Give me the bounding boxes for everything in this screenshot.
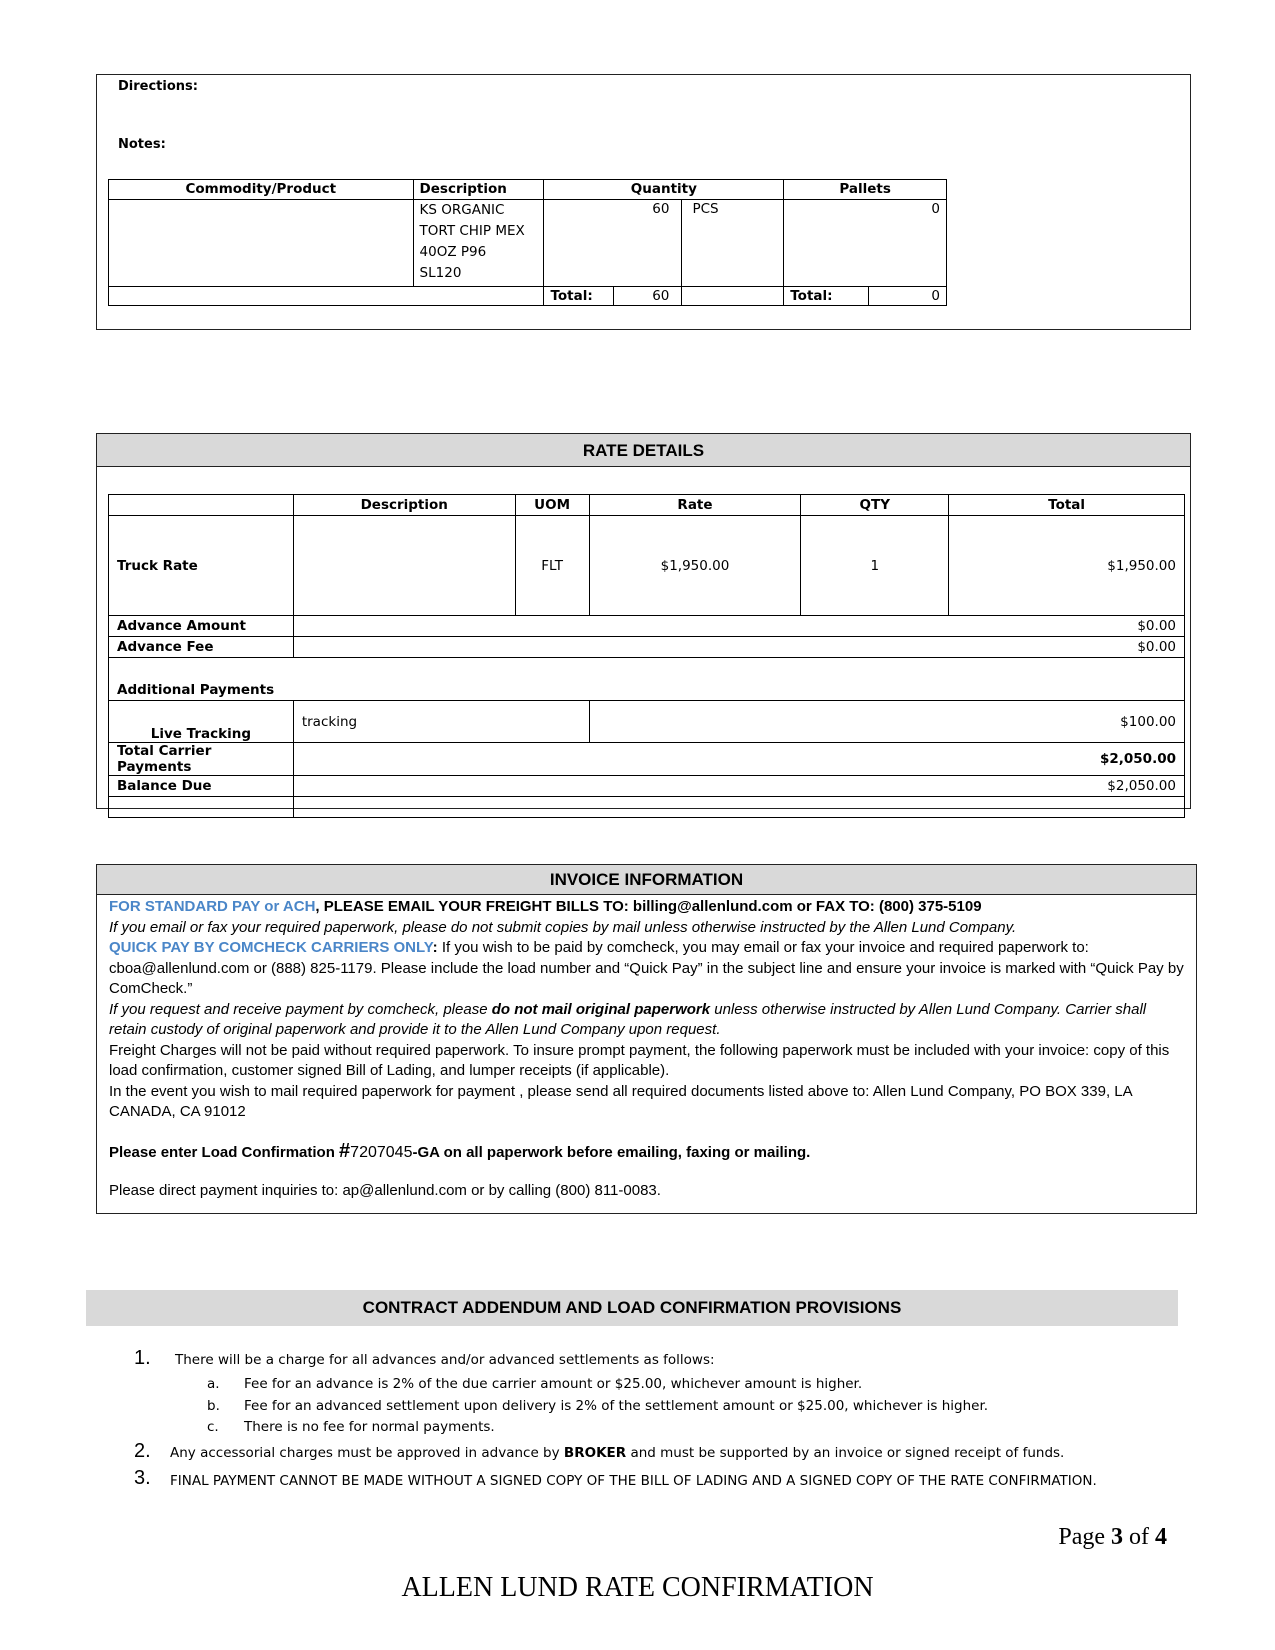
- provision-1c-text: There is no fee for normal payments.: [244, 1419, 495, 1435]
- standard-pay-heading: FOR STANDARD PAY or ACH: [109, 898, 316, 915]
- table-header-row: [109, 180, 947, 200]
- rate-details-title: RATE DETAILS: [97, 434, 1190, 467]
- pallets-total-label: Total:: [784, 287, 869, 306]
- standard-pay-paragraph: FOR STANDARD PAY or ACH, PLEASE EMAIL YOUR FREIGHT BILLS TO: billing@allenlund.com or FAX TO: (800) 375-5109: [109, 898, 982, 915]
- truck-rate-total: $1,950.00: [949, 516, 1185, 616]
- truck-rate-label: Truck Rate: [109, 516, 294, 616]
- advance-fee-row: [109, 637, 1185, 658]
- footer-title: ALLEN LUND RATE CONFIRMATION: [401, 1572, 874, 1603]
- commodity-table: [108, 179, 947, 306]
- notes-label: Notes:: [118, 137, 166, 152]
- invoice-information-title: INVOICE INFORMATION: [97, 865, 1196, 895]
- mail-address-paragraph: In the event you wish to mail required paperwork for payment , please send all required documents listed above to: Allen Lund Company, PO BOX 339, LA CANADA, CA 91012: [109, 1082, 1132, 1120]
- total-carrier-value: $2,050.00: [293, 743, 1184, 776]
- rate-header-row: [109, 495, 1185, 516]
- provision-number: 1.: [134, 1347, 151, 1369]
- quantity-cell: [544, 200, 784, 287]
- rate-details-box: [96, 433, 1191, 809]
- balance-due-value: $2,050.00: [293, 776, 1184, 797]
- truck-rate-qty: 1: [801, 516, 949, 616]
- live-tracking-row: [109, 701, 1185, 743]
- balance-due-row: [109, 776, 1185, 797]
- qty-total-value: 60: [614, 287, 682, 305]
- table-row: [109, 200, 947, 287]
- pallets-total-value: 0: [869, 287, 947, 306]
- col-header-commodity: Commodity/Product: [109, 180, 414, 200]
- provision-3-text: FINAL PAYMENT CANNOT BE MADE WITHOUT A SIGNED COPY OF THE BILL OF LADING AND A SIGNED COPY OF THE RATE CONFIRMATION.: [170, 1473, 1097, 1489]
- col-header-description: Description: [413, 180, 544, 200]
- rate-table: [108, 494, 1185, 818]
- provision-2-text: Any accessorial charges must be approved in advance by BROKER and must be supported by an invoice or signed receipt of funds.: [170, 1445, 1065, 1461]
- invoice-information-box: [96, 864, 1197, 1214]
- advance-amount-row: [109, 616, 1185, 637]
- live-tracking-label: Live Tracking: [109, 701, 294, 743]
- provision-1-text: There will be a charge for all advances and/or advanced settlements as follows:: [175, 1352, 715, 1368]
- description-cell: [413, 200, 544, 287]
- load-confirmation-number: 7207045: [350, 1143, 413, 1161]
- truck-rate-rate: $1,950.00: [589, 516, 801, 616]
- advance-amount-value: $0.00: [293, 616, 1184, 637]
- truck-rate-row: [109, 516, 1185, 616]
- page-number: Page 3 of 4: [1058, 1524, 1167, 1550]
- load-confirmation-instruction: Please enter Load Confirmation #7207045-GA on all paperwork before emailing, faxing or mailing.: [109, 1139, 811, 1162]
- advance-fee-value: $0.00: [293, 637, 1184, 658]
- description-line: KS ORGANIC: [419, 202, 505, 218]
- description-line: 40OZ P96: [419, 244, 487, 260]
- live-tracking-value: $100.00: [589, 701, 1184, 743]
- live-tracking-description: tracking: [293, 701, 589, 743]
- addendum-title: CONTRACT ADDENDUM AND LOAD CONFIRMATION PROVISIONS: [86, 1290, 1178, 1326]
- email-fax-note: If you email or fax your required paperwork, please do not submit copies by mail unless otherwise instructed by the Allen Lund Company.: [109, 918, 1017, 936]
- truck-rate-uom: FLT: [515, 516, 589, 616]
- advance-amount-label: Advance Amount: [109, 616, 294, 637]
- payment-inquiries: Please direct payment inquiries to: ap@allenlund.com or by calling (800) 811-0083.: [109, 1182, 661, 1199]
- col-header-quantity: Quantity: [544, 180, 784, 200]
- col-header-uom: UOM: [515, 495, 589, 516]
- col-header-qty: QTY: [801, 495, 949, 516]
- comcheck-note: If you request and receive payment by comcheck, please do not mail original paperwork unless otherwise instructed by Allen Lund Company. Carrier shall retain custody of original paperwork and provide it to the Allen Lund Company upon request.: [109, 1000, 1147, 1038]
- advance-fee-label: Advance Fee: [109, 637, 294, 658]
- provision-1b-text: Fee for an advanced settlement upon delivery is 2% of the settlement amount or $25.00, whichever is higher.: [244, 1398, 989, 1414]
- commodity-cell: [109, 200, 414, 287]
- balance-due-label: Balance Due: [109, 776, 294, 797]
- sub-letter: b.: [207, 1398, 220, 1414]
- col-header-pallets: Pallets: [784, 180, 947, 200]
- provision-1a-text: Fee for an advance is 2% of the due carrier amount or $25.00, whichever amount is higher.: [244, 1376, 863, 1392]
- description-line: SL120: [419, 265, 462, 281]
- quick-pay-heading: QUICK PAY BY COMCHECK CARRIERS ONLY: [109, 939, 433, 956]
- sub-letter: c.: [207, 1419, 219, 1435]
- col-header-rate: Rate: [589, 495, 801, 516]
- pallets-cell: 0: [784, 200, 947, 287]
- quantity-value: 60: [544, 200, 682, 286]
- total-carrier-label: Total Carrier Payments: [109, 743, 294, 776]
- sub-letter: a.: [207, 1376, 220, 1392]
- quantity-unit: PCS: [692, 201, 719, 217]
- totals-row: [109, 287, 947, 306]
- quick-pay-paragraph: QUICK PAY BY COMCHECK CARRIERS ONLY: If you wish to be paid by comcheck, you may email or fax your invoice and required paperwork to: cboa@allenlund.com or (888) 825-1179. Please include the load number and “Quick Pay” in the subject line and ensure your invoice is marked with “Quick Pay by ComCheck.”: [109, 939, 1184, 997]
- additional-payments-label: Additional Payments: [109, 658, 1185, 701]
- description-line: TORT CHIP MEX: [419, 223, 525, 239]
- truck-rate-description: [293, 516, 515, 616]
- provision-number: 3.: [134, 1467, 151, 1489]
- directions-label: Directions:: [118, 79, 198, 94]
- shipment-details-box: [96, 74, 1191, 330]
- col-header-description: Description: [293, 495, 515, 516]
- col-header-total: Total: [949, 495, 1185, 516]
- provision-number: 2.: [134, 1440, 151, 1462]
- qty-total-label: Total:: [544, 287, 614, 306]
- freight-charges-paragraph: Freight Charges will not be paid without required paperwork. To insure prompt payment, the following paperwork must be included with your invoice: copy of this load confirmation, customer signed Bill of Lading, and lumper receipts (if applicable).: [109, 1041, 1170, 1079]
- additional-payments-row: [109, 658, 1185, 701]
- total-carrier-row: [109, 743, 1185, 776]
